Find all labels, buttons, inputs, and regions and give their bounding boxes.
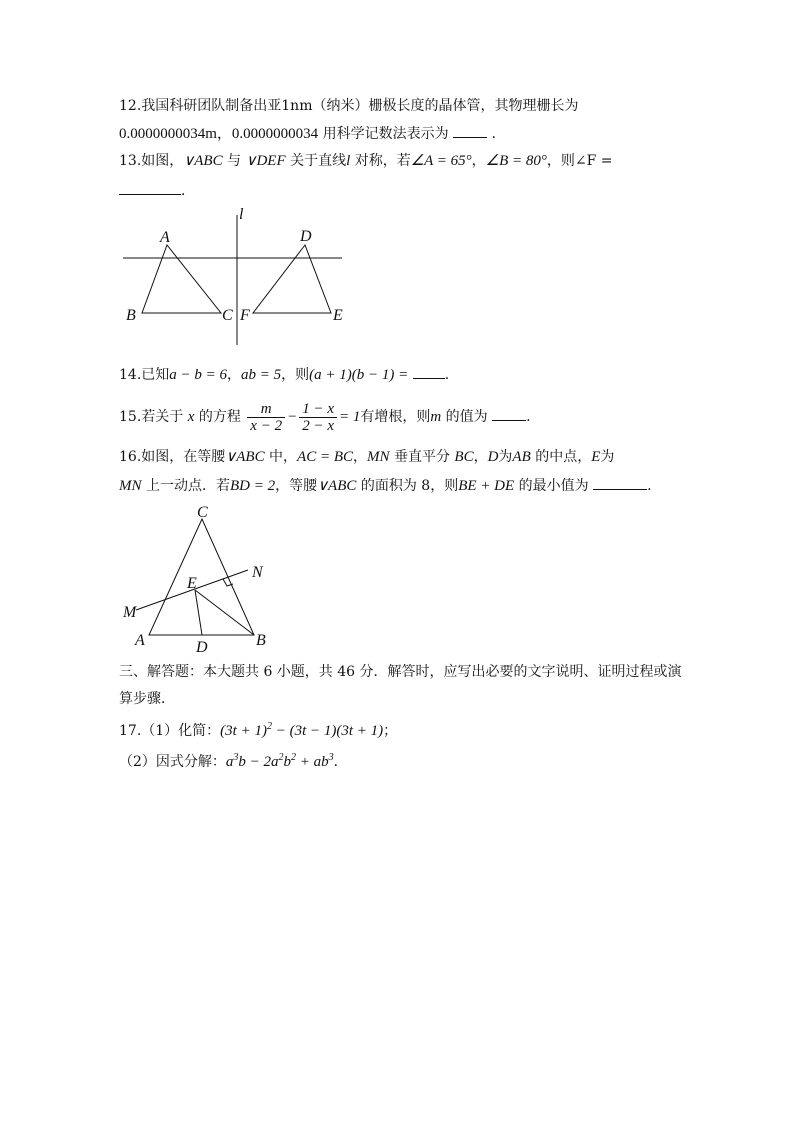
question-15-prefix: 15.若关于 (119, 409, 188, 425)
term: (3t + 1) (220, 723, 267, 739)
section-3-heading: 三、解答题：本大题共 6 小题，共 46 分．解答时，应写出必要的文字说明、证明过程或演 (119, 664, 682, 680)
fraction-1-denominator: x − 2 (250, 417, 283, 434)
triangle-abc: ∨ABC (183, 153, 223, 169)
question-12-value: 0.0000000034m，0.0000000034 (119, 126, 319, 142)
question-14-text: ，则 (281, 367, 310, 383)
answer-blank-13[interactable] (119, 180, 181, 195)
label-a: A (160, 229, 170, 246)
question-16-text: ，等腰 (275, 478, 318, 494)
segment-mn: MN (119, 478, 142, 494)
triangle-def-shape (253, 245, 331, 313)
question-13-ask: ，则∠F = (546, 153, 613, 169)
separator: ， (227, 367, 242, 383)
variable-x: x (187, 409, 195, 425)
part-2-label: （2）因式分解： (119, 754, 226, 770)
question-12-end: . (491, 126, 496, 142)
fraction-2-denominator: 2 − x (302, 417, 334, 434)
question-13-line-2 (119, 180, 185, 201)
question-13-text: 关于直线 (285, 153, 347, 169)
question-16-text: 的中点， (530, 449, 592, 465)
point-e: E (591, 449, 601, 465)
question-12-line-1: 12.我国科研团队制备出亚1nm（纳米）栅极长度的晶体管，其物理栅长为 (119, 98, 579, 114)
triangle-def: ∨DEF (245, 153, 286, 169)
part-1-end: ； (383, 723, 398, 739)
triangle-abc-shape (142, 245, 221, 313)
line-l: l (346, 153, 351, 169)
question-16-line-1 (119, 447, 614, 467)
term: − (3t − 1)(3t + 1) (271, 723, 384, 739)
term: + ab (296, 754, 329, 770)
label-b: B (126, 307, 136, 324)
question-16-text: 的最小值为 (514, 478, 589, 494)
question-13-prefix: 13.如图， (119, 153, 184, 169)
question-14-prefix: 14.已知 (119, 367, 170, 383)
exponent: 2 (266, 721, 272, 732)
label-m: M (123, 604, 137, 621)
question-14-end: . (444, 367, 450, 383)
fraction-1-numerator: m (247, 401, 285, 418)
fraction-1 (247, 401, 285, 434)
question-16-text: 上一动点．若 (141, 478, 230, 494)
expression-part-2 (226, 754, 334, 770)
label-d: D (300, 228, 312, 245)
label-f: F (240, 307, 250, 324)
label-c: C (197, 504, 208, 521)
expression-be-de: BE + DE (458, 478, 515, 494)
label-a: A (135, 632, 145, 649)
exponent: 2 (278, 752, 284, 763)
term: b − 2a (238, 754, 279, 770)
label-c: C (222, 307, 233, 324)
question-16-text: ， (353, 449, 367, 465)
question-16-prefix: 16.如图，在等腰 (119, 449, 226, 465)
term: b (283, 754, 292, 770)
question-17-part-1 (119, 721, 397, 741)
expression-part-1 (220, 723, 383, 739)
segment-bc: BC (454, 449, 474, 465)
exponent: 2 (291, 752, 297, 763)
exponent: 3 (233, 752, 239, 763)
triangle-abc-shape (149, 519, 254, 635)
question-12-text: 用科学记数法表示为 (322, 126, 449, 142)
variable-m: m (430, 409, 442, 425)
expression: (a + 1)(b − 1) = (309, 367, 409, 383)
triangle-abc: ∨ABC (317, 478, 357, 494)
question-13-end: . (181, 183, 186, 199)
label-e: E (333, 307, 343, 324)
question-13-line-1 (119, 151, 613, 171)
condition-1: a − b = 6 (169, 367, 228, 383)
label-e: E (187, 575, 197, 592)
condition-ac-bc: AC = BC (297, 449, 353, 465)
answer-blank-16[interactable] (593, 475, 647, 490)
answer-blank-15[interactable] (492, 406, 526, 421)
question-13-text: 与 (222, 153, 246, 169)
segment-be (195, 590, 254, 635)
segment-de (195, 590, 202, 635)
angle-b-condition: ∠B = 80° (485, 153, 547, 169)
answer-blank-14[interactable] (413, 364, 445, 379)
question-16-text: 中， (264, 449, 298, 465)
question-15 (119, 400, 531, 434)
question-16-text: 垂直平分 (389, 449, 455, 465)
question-14 (119, 364, 449, 385)
part-2-end: ． (333, 754, 348, 770)
question-16-text: ， (473, 449, 488, 465)
question-17-part-2 (119, 752, 348, 772)
isosceles-triangle-figure (115, 500, 285, 658)
question-15-text: 的方程 (194, 409, 246, 425)
label-b: B (256, 632, 266, 649)
segment-mn: MN (367, 449, 390, 465)
point-d: D (487, 449, 499, 465)
triangle-abc: ∨ABC (225, 449, 265, 465)
right-angle-mark (223, 579, 233, 586)
question-16-line-2 (119, 475, 652, 496)
fraction-2-numerator: 1 − x (299, 401, 337, 418)
question-16-text: 为 (600, 449, 615, 465)
term: a (225, 754, 234, 770)
section-3-heading-cont: 算步骤． (119, 691, 175, 707)
condition-bd: BD = 2 (229, 478, 276, 494)
label-l: l (239, 206, 244, 223)
question-15-end: . (526, 409, 531, 425)
question-12-line-2 (119, 123, 496, 144)
part-1-label: 17.（1）化简： (119, 723, 221, 739)
minus-sign: − (287, 409, 298, 425)
label-n: N (252, 564, 263, 581)
label-d: D (196, 639, 208, 656)
separator: ， (471, 153, 486, 169)
symmetry-figure (115, 205, 355, 350)
answer-blank-12[interactable] (453, 123, 487, 138)
question-16-text: 的面积为 8，则 (356, 478, 459, 494)
angle-a-condition: ∠A = 65° (410, 153, 472, 169)
exponent: 3 (328, 752, 334, 763)
segment-ab: AB (512, 449, 531, 465)
question-13-text: 对称，若 (350, 153, 411, 169)
question-16-end: . (647, 478, 652, 494)
equals-one: = 1 (338, 409, 361, 425)
question-16-text: 为 (498, 449, 513, 465)
fraction-2 (299, 401, 337, 434)
condition-2: ab = 5 (241, 367, 282, 383)
question-15-text: 的值为 (441, 409, 488, 425)
question-15-text: 有增根，则 (360, 409, 431, 425)
